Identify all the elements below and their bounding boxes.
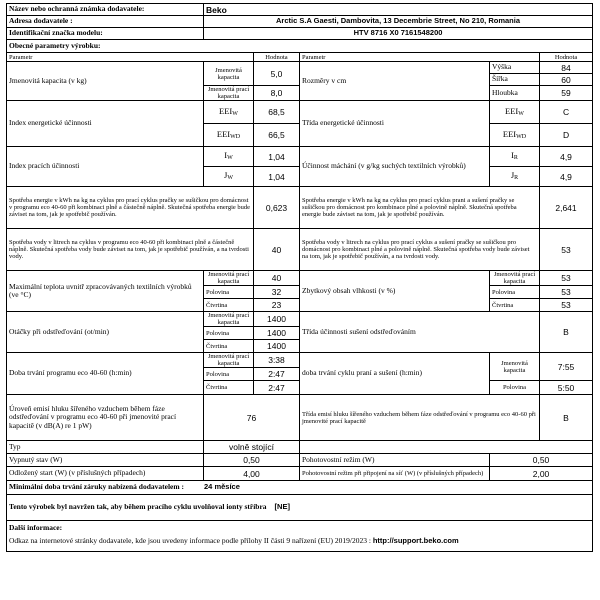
moist-quarter-value: 53 [540,299,593,312]
eei-w-value: 68,5 [254,101,300,124]
moist-rated-name: Jmenovitá prací kapacita [490,271,540,286]
section-title: Obecné parametry výrobku: [7,40,593,53]
spin-class-label: Třída účinnosti sušení odstřeďováním [300,312,540,353]
eei-w-symbol: EEIW [204,101,254,124]
footer-text-line [9,537,590,546]
dur-rated-value: 3:38 [254,353,300,368]
noise-class-value: B [540,395,593,441]
col-value-right: Hodnota [540,53,593,62]
spin-half-name: Polovina [204,327,254,340]
dur-half-name: Polovina [204,368,254,381]
warranty-row [7,481,593,495]
dur-wd-rated-name: Jmenovitá kapacita [490,353,540,381]
dur-rated-name: Jmenovitá prací kapacita [204,353,254,368]
type-value: volně stojící [204,441,300,454]
temp-rated-name: Jmenovitá prací kapacita [204,271,254,286]
capacity-name: Jmenovitá kapacita [204,62,254,86]
warranty-value: 24 měsíce [204,482,240,492]
wash-capacity-value: 8,0 [254,86,300,101]
jr-symbol: JR [490,167,540,187]
type-label: Typ [7,441,204,454]
class-w-symbol: EEIW [490,101,540,124]
silver-row [7,495,593,521]
spin-rated-name: Jmenovitá prací kapacita [204,312,254,327]
jw-symbol: JW [204,167,254,187]
wash-index-label: Index pracích účinnosti [7,147,204,187]
silver-label: Tento výrobek byl navržen tak, aby během pracího cyklu uvolňoval ionty stříbra [9,502,267,512]
duration-washdry-label: doba trvání cyklu praní a sušení (h:min) [300,353,490,395]
dur-wd-rated-value: 7:55 [540,353,593,381]
model-label: Identifikační značka modelu: [7,28,204,40]
moist-rated-value: 53 [540,271,593,286]
network-standby-value: 2,00 [490,467,593,481]
noise-class-label: Třída emisí hluku šířeného vzduchem během fáze odstřeďování v programu eco 40-60 při jmenovité prací kapacitě [300,395,540,441]
ir-value: 4,9 [540,147,593,167]
off-mode-value: 0,50 [204,454,300,467]
temp-half-name: Polovina [204,286,254,299]
warranty-label: Minimální doba trvání záruky nabízená dodavatelem : [9,482,185,492]
eei-wd-value: 66,5 [254,124,300,147]
col-param-right: Parametr [300,53,540,62]
delay-start-label: Odložený start (W) (v příslušných případech) [7,467,204,481]
water-wash-value: 40 [254,229,300,271]
footer-row [7,521,593,552]
water-wash-label: Spotřeba vody v litrech na cyklus v programu eco 40-60 při kombinaci plně a částečně náplně. Skutečná spotřeba vody bude záviset na tom, jak je spotřebič používán, a na tvrdosti vody. [7,229,254,271]
duration-wash-label: Doba trvání programu eco 40-60 (h:min) [7,353,204,395]
water-washdry-value: 53 [540,229,593,271]
temp-rated-value: 40 [254,271,300,286]
temp-quarter-name: Čtvrtina [204,299,254,312]
col-param-left: Parametr [7,53,254,62]
class-wd-value: D [540,124,593,147]
eei-label: Index energetické účinnosti [7,101,204,147]
spin-quarter-value: 1400 [254,340,300,353]
moist-half-value: 53 [540,286,593,299]
off-mode-label: Vypnutý stav (W) [7,454,204,467]
noise-label: Úroveň emisí hluku šířeného vzduchem během fáze odstřeďování v programu eco 40-60 při jmenovité prací kapacitě (v dB(A) re 1 pW) [7,395,204,441]
footer-title: Další informace: [9,523,63,532]
class-wd-symbol: EEIWD [490,124,540,147]
energy-washdry-label: Spotřeba energie v kWh na kg na cyklus pro prací cyklus prani a sušení pračky se sušičkou pro domácnost pro kombinace plné a polovině náplně. Skutečná spotřeba energie bude záviset na tom, jak je spotřebič používán. [300,187,540,229]
dur-quarter-name: Čtvrtina [204,381,254,395]
network-standby-label: Pohotovostní režim při připojení na síť (W) (v příslušných případech) [300,467,490,481]
product-info-sheet [6,3,593,552]
dur-wd-half-value: 5:50 [540,381,593,395]
footer-text: Odkaz na internetové stránky dodavatele, kde jsou uvedeny informace podle přílohy II části 9 nařízení (EU) 2019/2023 : [9,535,371,545]
standby-value: 0,50 [490,454,593,467]
iw-value: 1,04 [254,147,300,167]
capacity-value: 5,0 [254,62,300,86]
col-value-left: Hodnota [254,53,300,62]
jw-value: 1,04 [254,167,300,187]
type-empty [300,441,593,454]
rinse-label: Účinnost máchání (v g/kg suchých textilních výrobků) [300,147,490,187]
ir-symbol: IR [490,147,540,167]
spin-label: Otáčky při odstřeďování (ot/min) [7,312,204,353]
depth-value: 59 [540,86,593,101]
moist-half-name: Polovina [490,286,540,299]
spin-half-value: 1400 [254,327,300,340]
water-washdry-label: Spotřeba vody v litrech na cyklus pro prací cyklus a sušení pračky se sušičkou pro domácnost pro kombinaci plné a polovině náplně. Skutečná spotřeba vody bude záviset na tom, jak je spotřebič používán, a na tvrdosti vody. [300,229,540,271]
supplier-label: Název nebo ochranná známka dodavatele: [7,4,204,16]
width-name: Šířka [490,74,540,86]
spin-class-value: B [540,312,593,353]
moist-quarter-name: Čtvrtina [490,299,540,312]
supplier-name: Beko [204,4,593,16]
iw-symbol: IW [204,147,254,167]
dur-quarter-value: 2:47 [254,381,300,395]
energy-washdry-value: 2,641 [540,187,593,229]
model-identifier: HTV 8716 X0 7161548200 [204,28,593,40]
dur-wd-half-name: Polovina [490,381,540,395]
width-value: 60 [540,74,593,86]
dimensions-label: Rozměry v cm [300,62,490,101]
supplier-address: Arctic S.A Gaesti, Dambovita, 13 Decembrie Street, No 210, Romania [204,16,593,28]
dur-half-value: 2:47 [254,368,300,381]
wash-capacity-name: Jmenovitá prací kapacita [204,86,254,101]
silver-value: [NE] [274,502,290,512]
temp-half-value: 32 [254,286,300,299]
eei-wd-symbol: EEIWD [204,124,254,147]
height-name: Výška [490,62,540,74]
support-link[interactable]: http://support.beko.com [372,535,459,545]
max-temp-label: Maximální teplota uvnitř zpracovávaných textilních výrobků (ve °C) [7,271,204,312]
noise-value: 76 [204,395,300,441]
address-label: Adresa dodavatele : [7,16,204,28]
temp-quarter-value: 23 [254,299,300,312]
moisture-label: Zbytkový obsah vlhkosti (v %) [300,271,490,312]
standby-label: Pohotovostní režim (W) [300,454,490,467]
height-value: 84 [540,62,593,74]
jr-value: 4,9 [540,167,593,187]
class-w-value: C [540,101,593,124]
energy-class-label: Třída energetické účinnosti [300,101,490,147]
energy-wash-value: 0,623 [254,187,300,229]
capacity-label: Jmenovitá kapacita (v kg) [7,62,204,101]
energy-wash-label: Spotřeba energie v kWh na kg na cyklus pro prací cyklus pračky se sušičkou pro domácnost v programu eco 40-60 při kombinaci plně a částečně náplně. Skutečná spotřeba energie bude záviset na tom, jak je spotřebič používán. [7,187,254,229]
spin-quarter-name: Čtvrtina [204,340,254,353]
delay-start-value: 4,00 [204,467,300,481]
spin-rated-value: 1400 [254,312,300,327]
depth-name: Hloubka [490,86,540,101]
